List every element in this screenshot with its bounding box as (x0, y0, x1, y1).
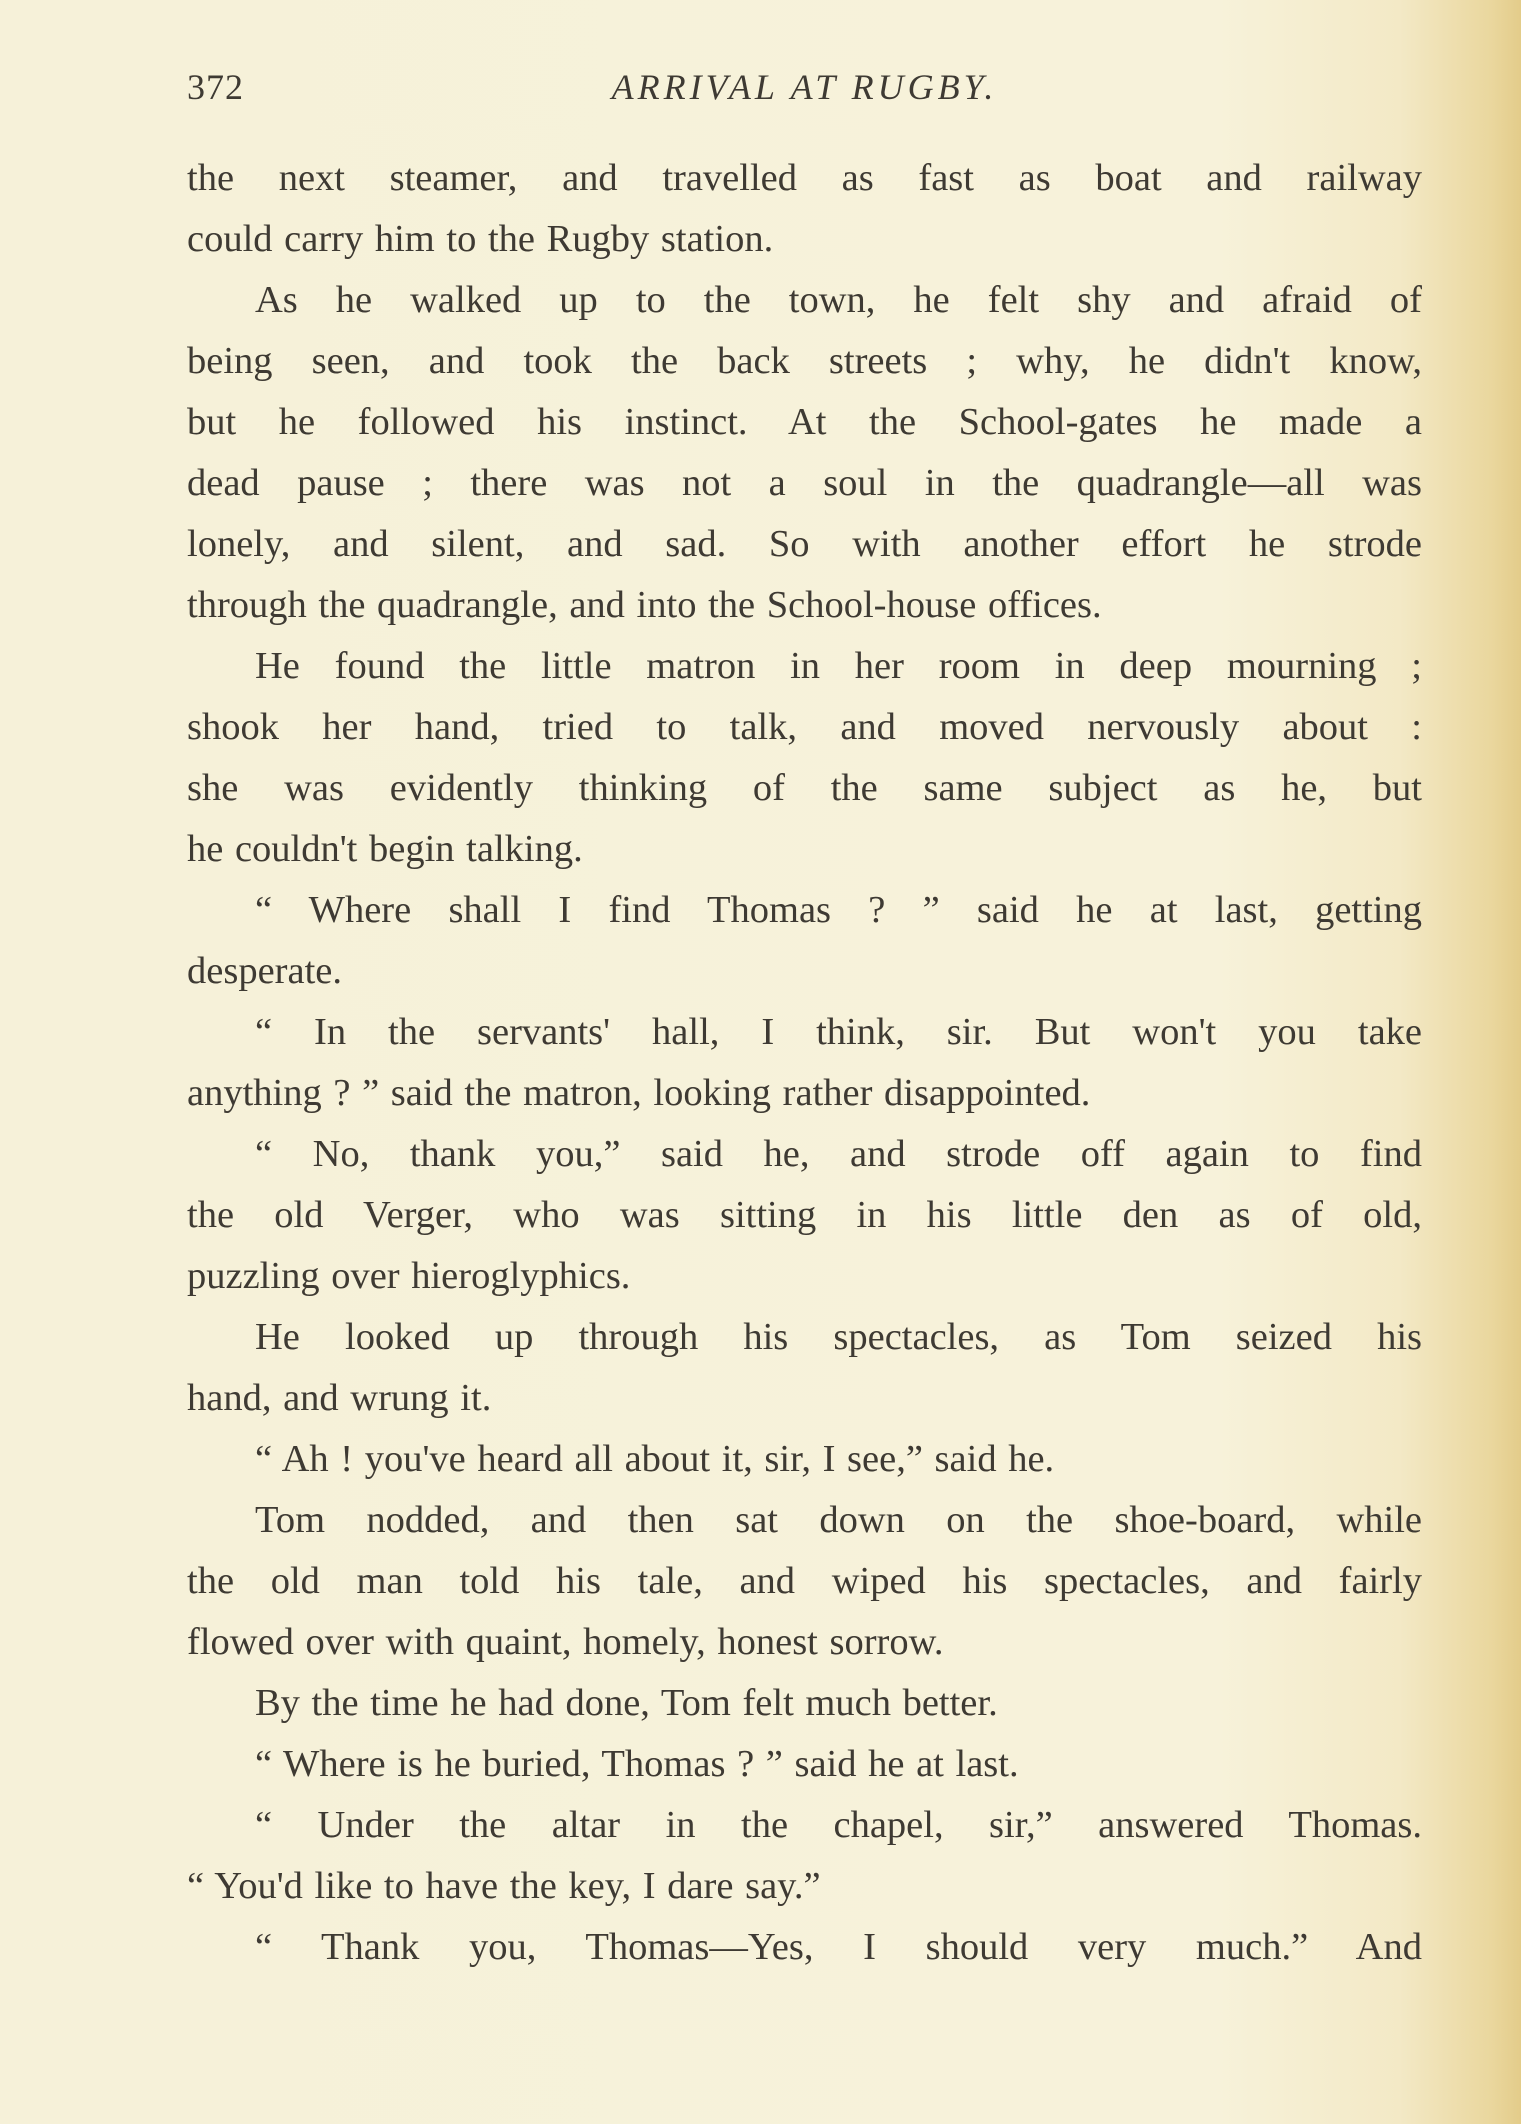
text-line: the old Verger, who was sitting in his little den as of old, (187, 1194, 1422, 1236)
page-body-text (187, 148, 1422, 1978)
text-line: he couldn't begin talking. (187, 828, 583, 870)
text-line: “ Where is he buried, Thomas ? ” said he at last. (255, 1743, 1019, 1785)
running-title: ARRIVAL AT RUGBY. (611, 67, 998, 107)
text-line: but he followed his instinct. At the School-gates he made a (187, 401, 1422, 443)
text-line: could carry him to the Rugby station. (187, 218, 774, 260)
text-line: hand, and wrung it. (187, 1377, 492, 1419)
text-line: shook her hand, tried to talk, and moved nervously about : (187, 706, 1422, 748)
text-line: He looked up through his spectacles, as Tom seized his (255, 1316, 1422, 1358)
text-line: dead pause ; there was not a soul in the quadrangle—all was (187, 462, 1422, 504)
text-line: puzzling over hieroglyphics. (187, 1255, 631, 1297)
text-line: “ Where shall I find Thomas ? ” said he at last, getting (255, 889, 1422, 931)
text-line: “ In the servants' hall, I think, sir. But won't you take (255, 1011, 1422, 1053)
text-line: “ Ah ! you've heard all about it, sir, I see,” said he. (255, 1438, 1055, 1480)
running-header (187, 66, 1422, 110)
text-line: By the time he had done, Tom felt much better. (255, 1682, 998, 1724)
text-line: through the quadrangle, and into the School-house offices. (187, 584, 1102, 626)
text-line: she was evidently thinking of the same subject as he, but (187, 767, 1422, 809)
page-number: 372 (187, 67, 244, 107)
text-line: lonely, and silent, and sad. So with another effort he strode (187, 523, 1422, 565)
text-line: “ No, thank you,” said he, and strode off again to find (255, 1133, 1422, 1175)
text-line: “ Thank you, Thomas—Yes, I should very much.” And (255, 1926, 1422, 1968)
text-line: “ You'd like to have the key, I dare say.” (187, 1865, 821, 1907)
text-line: the old man told his tale, and wiped his spectacles, and fairly (187, 1560, 1422, 1602)
text-line: As he walked up to the town, he felt shy and afraid of (255, 279, 1422, 321)
text-line: desperate. (187, 950, 342, 992)
text-line: He found the little matron in her room in deep mourning ; (255, 645, 1422, 687)
text-line: the next steamer, and travelled as fast as boat and railway (187, 157, 1422, 199)
text-line: anything ? ” said the matron, looking rather disappointed. (187, 1072, 1091, 1114)
text-line: being seen, and took the back streets ; why, he didn't know, (187, 340, 1422, 382)
text-line: “ Under the altar in the chapel, sir,” answered Thomas. (255, 1804, 1422, 1846)
text-line: flowed over with quaint, homely, honest sorrow. (187, 1621, 944, 1663)
text-line: Tom nodded, and then sat down on the shoe-board, while (255, 1499, 1422, 1541)
